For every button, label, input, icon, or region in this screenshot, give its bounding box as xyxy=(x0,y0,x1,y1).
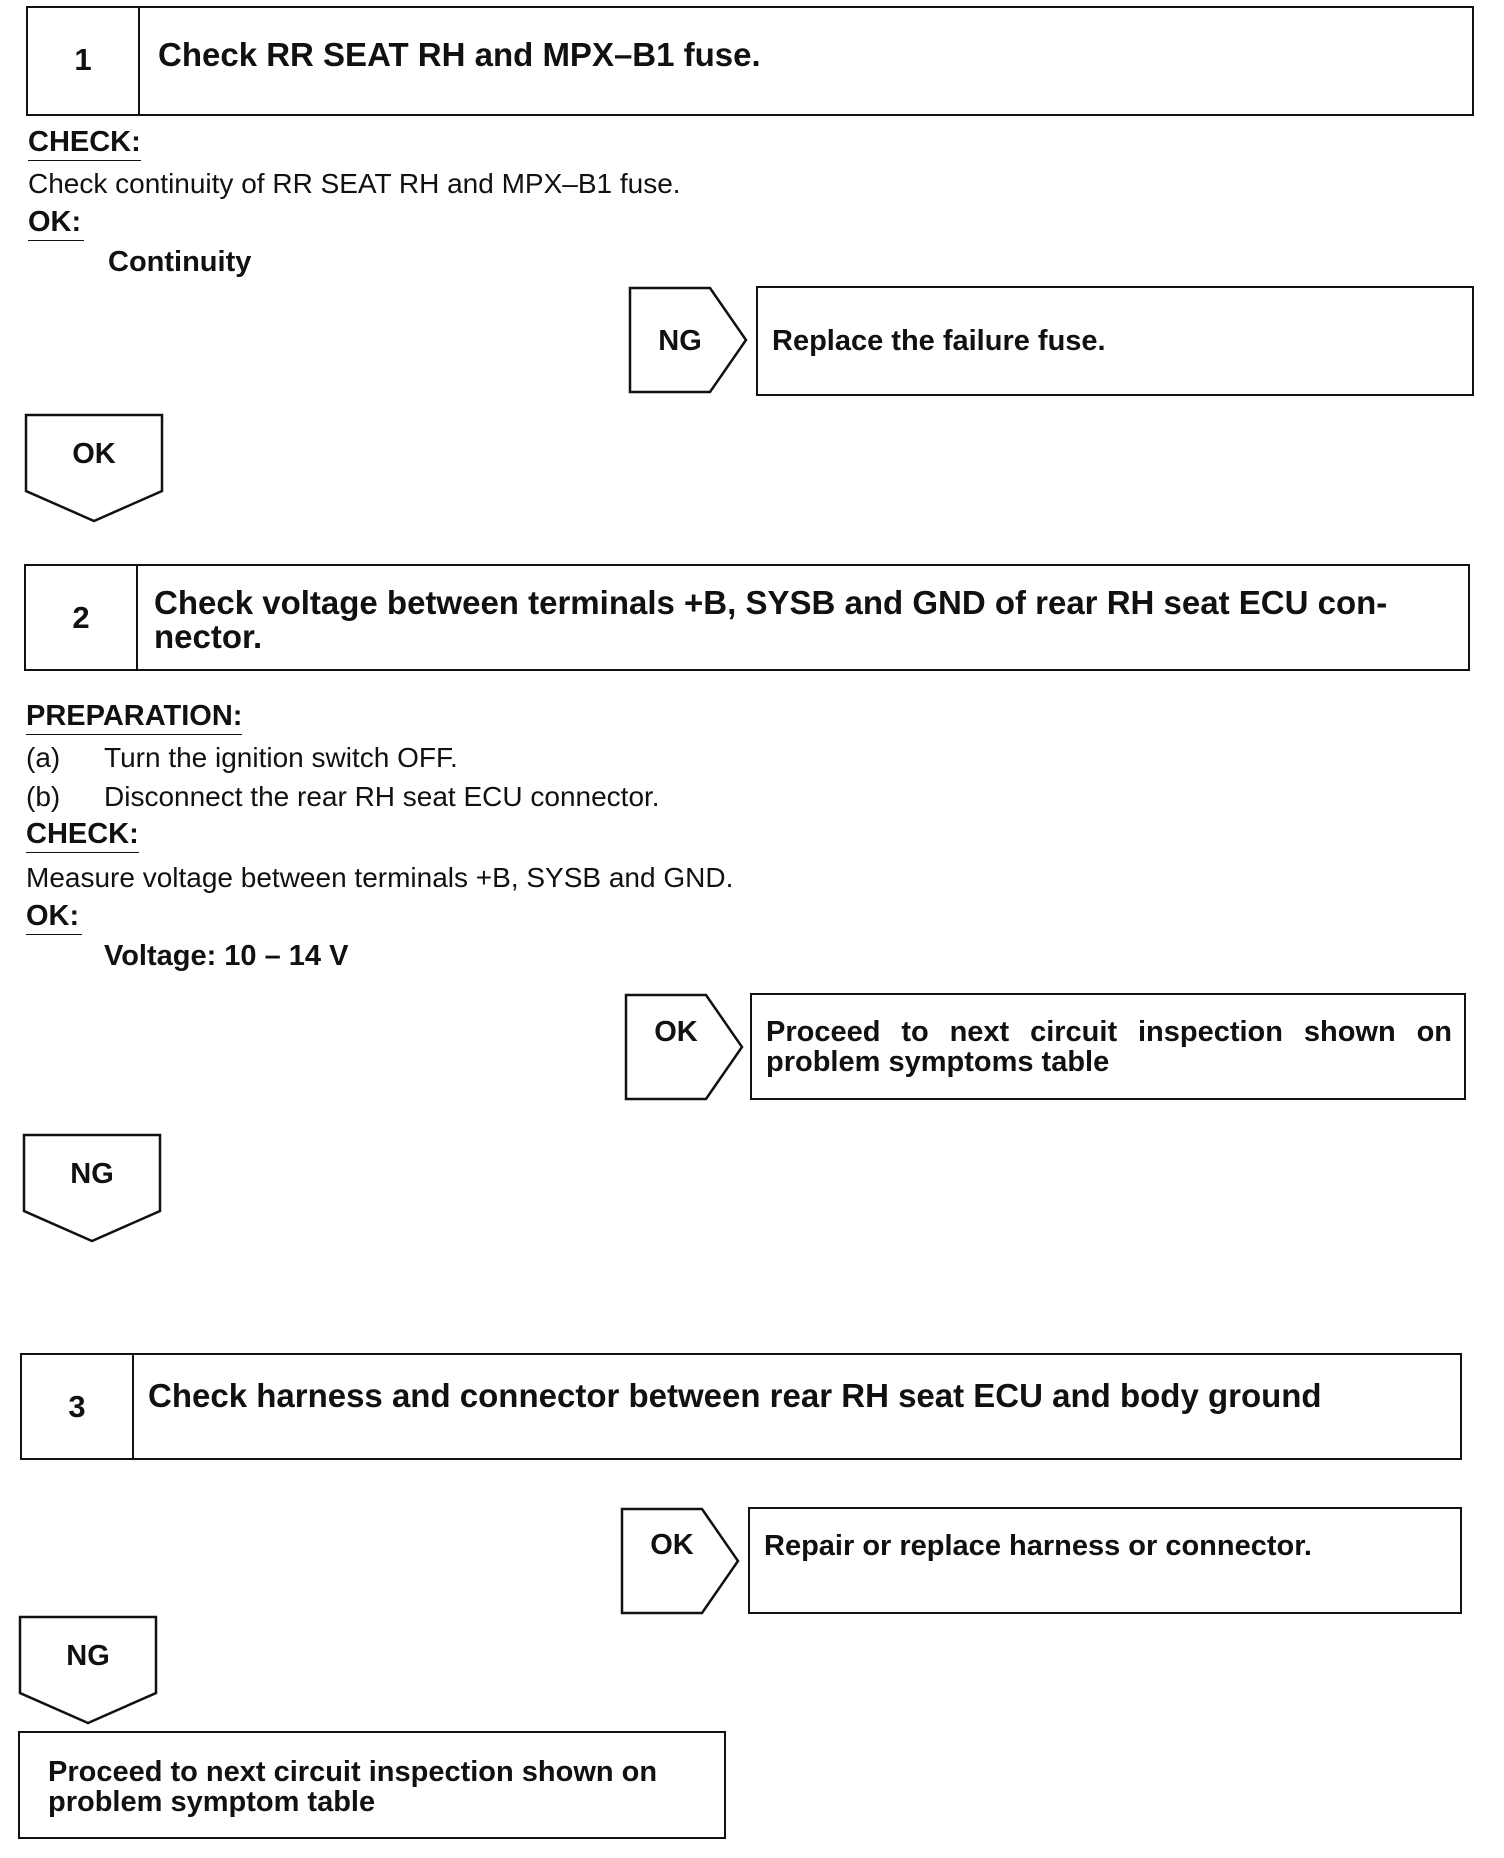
step-2-ok-label: OK: xyxy=(26,900,82,935)
step-1-ng-result-text: Replace the failure fuse. xyxy=(772,325,1106,357)
step-1-title: Check RR SEAT RH and MPX–B1 fuse. xyxy=(158,36,761,73)
step-1-ok-label: OK: xyxy=(28,206,84,241)
step-1-header xyxy=(26,6,1474,116)
step-2-title-line2: nector. xyxy=(154,618,263,655)
step-2-prep-b-text: Disconnect the rear RH seat ECU connector. xyxy=(104,781,660,812)
step-2-ok-value: Voltage: 10 – 14 V xyxy=(104,940,349,972)
final-result-line2: problem symptom table xyxy=(48,1786,376,1818)
step-3-header xyxy=(20,1353,1462,1460)
step-1-number: 1 xyxy=(28,8,140,114)
step-3-ok-label-arrow: OK xyxy=(650,1529,694,1561)
step-3-ok-result-text: Repair or replace harness or connector. xyxy=(764,1530,1312,1562)
step-2-title-line1: Check voltage between terminals +B, SYSB and GND of rear RH seat ECU con- xyxy=(154,584,1388,621)
step-2-title xyxy=(154,586,1428,654)
final-result-box xyxy=(18,1731,726,1839)
step-3-number: 3 xyxy=(22,1355,134,1458)
final-result-line1: Proceed to next circuit inspection shown on xyxy=(48,1756,658,1788)
step-1-check-label: CHECK: xyxy=(28,126,141,161)
step-2-prep-label: PREPARATION: xyxy=(26,700,242,735)
step-1-ng-label: NG xyxy=(658,325,702,357)
step-1-check-text: Check continuity of RR SEAT RH and MPX–B1 fuse. xyxy=(28,168,681,199)
step-2-ok-result-line2: problem symptoms table xyxy=(766,1046,1110,1078)
step-1-ok-down-label: OK xyxy=(72,438,116,470)
step-3-ok-result xyxy=(748,1507,1462,1614)
step-2-ok-result xyxy=(750,993,1466,1100)
step-2-ng-down-label: NG xyxy=(70,1158,114,1190)
step-1-ng-result xyxy=(756,286,1474,396)
step-2-ok-result-line1: Proceed to next circuit inspection shown on xyxy=(766,1016,1452,1048)
step-2-prep-a-marker: (a) xyxy=(26,742,61,773)
step-3-title: Check harness and connector between rear RH seat ECU and body ground xyxy=(148,1377,1322,1414)
step-2-prep-b-marker: (b) xyxy=(26,781,61,812)
step-2-prep-a-text: Turn the ignition switch OFF. xyxy=(104,742,458,773)
step-2-check-text: Measure voltage between terminals +B, SYSB and GND. xyxy=(26,862,734,893)
step-2-check-label: CHECK: xyxy=(26,818,139,853)
step-2-header xyxy=(24,564,1470,671)
step-3-ng-down-label: NG xyxy=(66,1640,110,1672)
step-1-ok-value: Continuity xyxy=(108,246,252,278)
step-2-ok-label-arrow: OK xyxy=(654,1016,698,1048)
step-2-number: 2 xyxy=(26,566,138,669)
step-3-ok-arrow xyxy=(620,1507,740,1617)
